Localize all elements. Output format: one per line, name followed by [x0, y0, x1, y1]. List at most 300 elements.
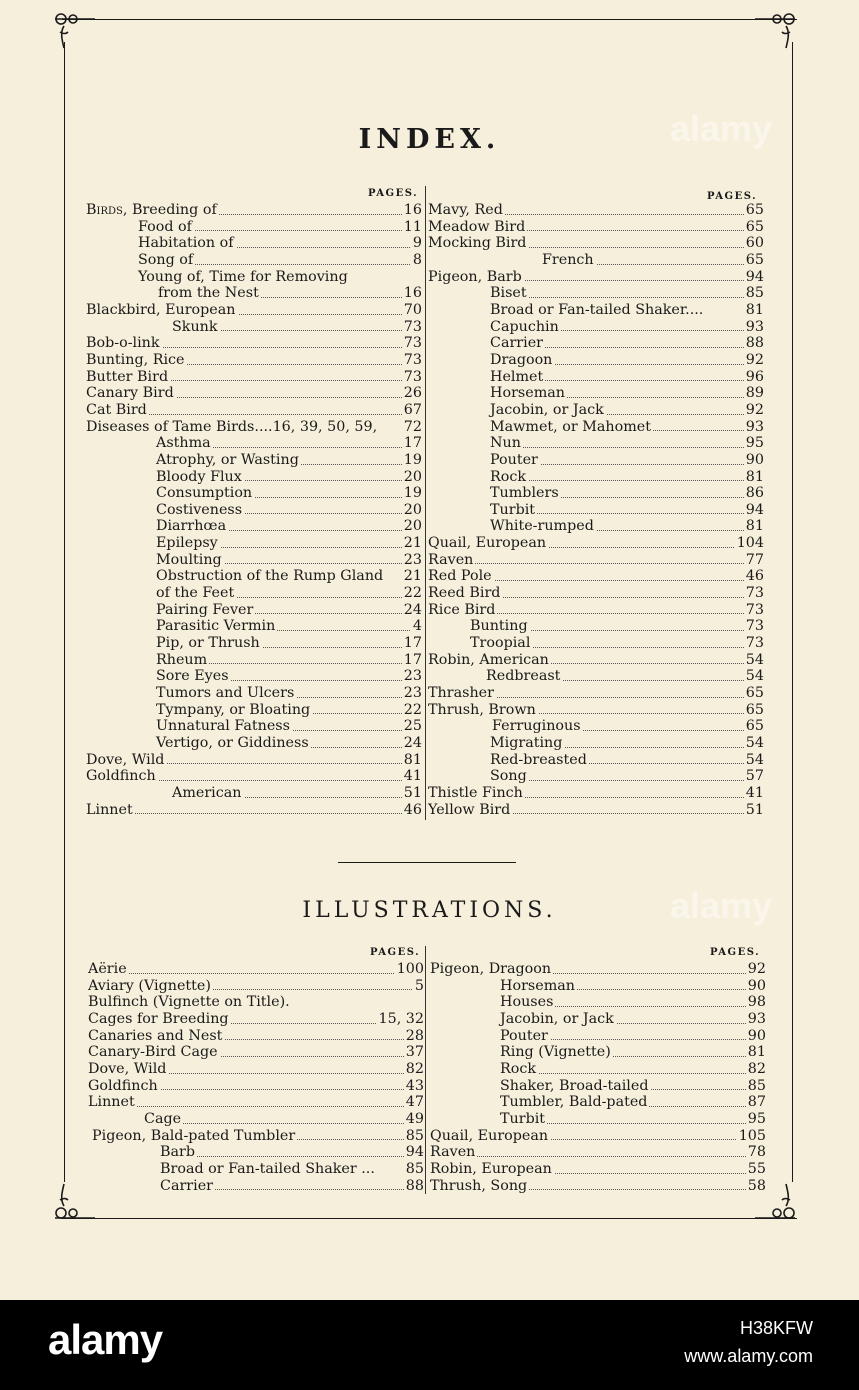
- illustrations-left-column: [88, 961, 424, 1194]
- column-divider: [425, 186, 426, 820]
- entry-label: Aviary (Vignette): [88, 977, 211, 994]
- column-divider: [425, 946, 426, 1194]
- entry-label: Rock: [500, 1060, 537, 1077]
- entry-label: Ferruginous: [492, 718, 581, 735]
- index-entry: [428, 235, 764, 252]
- entry-page: 100: [396, 961, 424, 977]
- index-entry: [428, 618, 764, 635]
- index-entry: [88, 1128, 424, 1145]
- index-entry: [428, 452, 764, 469]
- entry-page: 90: [747, 1027, 766, 1044]
- index-entry: [86, 302, 422, 319]
- entry-page: 23: [403, 551, 422, 568]
- entry-label: Aërie: [88, 961, 127, 977]
- entry-page: 65: [745, 202, 764, 218]
- index-entry: [428, 302, 764, 319]
- pages-label: PAGES.: [370, 947, 421, 958]
- index-entry: [88, 1111, 424, 1128]
- index-entry: [428, 335, 764, 352]
- entry-page: 8: [412, 251, 422, 268]
- entry-label: Carrier: [490, 335, 543, 352]
- index-right-column: [428, 202, 764, 818]
- entry-page: 92: [745, 401, 764, 418]
- index-entry: [428, 269, 764, 286]
- entry-label: Horseman: [490, 385, 565, 402]
- entry-page: 104: [736, 535, 764, 552]
- index-entry: [428, 785, 764, 802]
- site-url: www.alamy.com: [684, 1346, 813, 1366]
- entry-page: 65: [745, 685, 764, 702]
- alamy-logo: alamy: [48, 1316, 163, 1363]
- index-entry: [86, 319, 422, 336]
- index-entry: [88, 961, 424, 978]
- entry-page: 65: [745, 218, 764, 235]
- index-entry: [86, 802, 422, 819]
- index-entry: [428, 552, 764, 569]
- entry-label: Atrophy, or Wasting: [156, 451, 299, 468]
- index-entry: [428, 685, 764, 702]
- entry-label: Pouter: [500, 1027, 548, 1044]
- index-entry: [428, 602, 764, 619]
- index-entry: [428, 435, 764, 452]
- index-entry: [428, 319, 764, 336]
- entry-label: Cage: [144, 1110, 182, 1127]
- index-entry: [88, 1011, 424, 1028]
- index-entry: [428, 402, 764, 419]
- index-entry: [428, 668, 764, 685]
- entry-page: 11: [403, 218, 422, 235]
- entry-page: 17: [403, 435, 422, 452]
- corner-ornament-icon: [752, 8, 798, 54]
- index-entry: [430, 1078, 766, 1095]
- index-entry: [428, 252, 764, 269]
- entry-label: Bloody Flux: [156, 468, 242, 485]
- index-entry: [86, 435, 422, 452]
- index-entry: [86, 352, 422, 369]
- entry-page: 37: [405, 1044, 424, 1061]
- index-entry: [86, 768, 422, 785]
- entry-label: Goldfinch: [88, 1077, 158, 1094]
- entry-label: Pigeon, Bald-pated Tumbler: [92, 1127, 296, 1144]
- index-entry: [88, 994, 424, 1011]
- entry-label: Vertigo, or Giddiness: [156, 735, 309, 751]
- index-entry: [86, 718, 422, 735]
- entry-label: Costiveness: [156, 501, 243, 518]
- index-entry: [86, 269, 422, 286]
- index-entry: [86, 585, 422, 602]
- index-entry: [428, 768, 764, 785]
- entry-label: Butter Bird: [86, 368, 169, 385]
- entry-label: Obstruction of the Rump Gland: [156, 568, 384, 585]
- entry-label: Houses: [500, 994, 554, 1011]
- index-entry: [430, 1011, 766, 1028]
- entry-page: 93: [745, 418, 764, 435]
- entry-label: Moulting: [156, 551, 222, 568]
- index-entry: [86, 635, 422, 652]
- index-entry: [428, 485, 764, 502]
- entry-page: 105: [738, 1127, 766, 1144]
- entry-page: 89: [745, 385, 764, 402]
- entry-label: Bulfinch (Vignette on Title).: [88, 994, 290, 1011]
- entry-page: 20: [403, 518, 422, 535]
- frame-top-rule: [62, 19, 797, 20]
- index-entry: [86, 419, 422, 436]
- entry-label: Food of: [138, 218, 192, 235]
- entry-page: 47: [405, 1094, 424, 1111]
- entry-label: Turbit: [490, 501, 536, 518]
- index-entry: [428, 735, 764, 752]
- entry-label: Red-breasted: [490, 751, 587, 768]
- index-left-column: [86, 202, 422, 818]
- entry-page: 73: [403, 368, 422, 385]
- entry-label: Quail, European: [430, 1127, 549, 1144]
- index-entry: [428, 635, 764, 652]
- entry-label: Canary-Bird Cage: [88, 1044, 218, 1061]
- index-entry: [88, 978, 424, 995]
- index-entry: [86, 452, 422, 469]
- entry-page: 94: [745, 268, 764, 285]
- watermark-overlay: alamy: [670, 885, 773, 926]
- index-entry: [428, 369, 764, 386]
- index-entry: [88, 1161, 424, 1178]
- entry-page: 92: [745, 351, 764, 368]
- index-entry: [428, 702, 764, 719]
- entry-page: 85: [405, 1160, 424, 1177]
- entry-label: Diseases of Tame Birds....16, 39, 50, 59,: [86, 418, 378, 435]
- index-entry: [430, 1178, 766, 1195]
- entry-page: 20: [403, 468, 422, 485]
- index-entry: [86, 402, 422, 419]
- index-entry: [86, 552, 422, 569]
- index-entry: [428, 469, 764, 486]
- entry-page: 85: [745, 285, 764, 302]
- index-title: INDEX.: [358, 124, 501, 155]
- entry-page: 43: [405, 1077, 424, 1094]
- entry-label: Cages for Breeding: [88, 1010, 229, 1027]
- entry-label: Troopial: [470, 635, 531, 652]
- entry-label: Red Pole: [428, 568, 492, 585]
- frame-left-rule: [64, 42, 65, 1182]
- entry-label: Raven: [428, 551, 474, 568]
- entry-label: Rheum: [156, 651, 208, 668]
- index-entry: [86, 602, 422, 619]
- index-entry: [86, 668, 422, 685]
- entry-page: 73: [745, 585, 764, 602]
- index-entry: [428, 385, 764, 402]
- entry-page: 94: [405, 1144, 424, 1161]
- index-entry: [86, 385, 422, 402]
- entry-page: 70: [403, 301, 422, 318]
- entry-page: 65: [745, 701, 764, 718]
- entry-label: Thistle Finch: [428, 784, 523, 801]
- index-entry: [428, 568, 764, 585]
- entry-page: 88: [405, 1177, 424, 1194]
- entry-label: Pigeon, Barb: [428, 268, 522, 285]
- index-entry: [86, 735, 422, 752]
- entry-label: Rice Bird: [428, 601, 496, 618]
- entry-page: 55: [747, 1160, 766, 1177]
- entry-page: 73: [403, 318, 422, 335]
- index-entry: [88, 1061, 424, 1078]
- entry-page: 21: [403, 535, 422, 552]
- entry-page: 73: [745, 618, 764, 635]
- index-entry: [428, 518, 764, 535]
- entry-page: 15, 32: [378, 1010, 424, 1027]
- entry-page: 82: [747, 1060, 766, 1077]
- entry-page: 90: [747, 977, 766, 994]
- pages-label: PAGES.: [710, 947, 761, 958]
- entry-label: Jacobin, or Jack: [490, 401, 604, 418]
- index-entry: [88, 1028, 424, 1045]
- entry-label: Migrating: [490, 735, 563, 751]
- index-entry: [428, 585, 764, 602]
- index-entry: [88, 1044, 424, 1061]
- entry-page: 22: [403, 701, 422, 718]
- entry-page: 73: [745, 601, 764, 618]
- entry-label: Jacobin, or Jack: [500, 1010, 614, 1027]
- entry-page: 54: [745, 751, 764, 768]
- image-code: H38KFW: [739, 1318, 813, 1338]
- entry-label: Sore Eyes: [156, 668, 229, 685]
- index-entry: [428, 652, 764, 669]
- index-entry: [428, 502, 764, 519]
- pages-label: PAGES.: [707, 191, 758, 202]
- entry-label: Habitation of: [138, 235, 234, 252]
- entry-page: 41: [745, 784, 764, 801]
- index-entry: [88, 1144, 424, 1161]
- entry-label: Thrasher: [428, 685, 494, 702]
- entry-page: 96: [745, 368, 764, 385]
- entry-label: Blackbird, European: [86, 301, 236, 318]
- entry-label: Shaker, Broad-tailed: [500, 1077, 649, 1094]
- entry-label: Bunting: [470, 618, 528, 635]
- entry-label: Mavy, Red: [428, 202, 503, 218]
- index-entry: [86, 702, 422, 719]
- entry-label: Ring (Vignette): [500, 1044, 611, 1061]
- entry-page: 90: [745, 451, 764, 468]
- entry-label: Pouter: [490, 451, 538, 468]
- entry-label: Consumption: [156, 485, 253, 502]
- index-entry: [430, 1061, 766, 1078]
- entry-page: 73: [745, 635, 764, 652]
- entry-label: White-rumped: [490, 518, 594, 535]
- entry-label: Yellow Bird: [428, 801, 511, 818]
- entry-label: Dove, Wild: [88, 1060, 167, 1077]
- index-entry: [86, 469, 422, 486]
- index-entry: [86, 252, 422, 269]
- index-entry: [86, 369, 422, 386]
- entry-label: Canary Bird: [86, 385, 174, 402]
- entry-page: 19: [403, 451, 422, 468]
- entry-page: 24: [403, 735, 422, 751]
- entry-page: 73: [403, 351, 422, 368]
- entry-label: Thrush, Song: [430, 1177, 528, 1194]
- entry-page: 65: [745, 251, 764, 268]
- index-entry: [430, 1094, 766, 1111]
- entry-label: American: [172, 784, 242, 801]
- index-entry: [86, 518, 422, 535]
- entry-page: 82: [405, 1060, 424, 1077]
- index-entry: [428, 752, 764, 769]
- entry-label: Song of: [138, 251, 194, 268]
- entry-label: Parasitic Vermin: [156, 618, 276, 635]
- entry-page: 54: [745, 651, 764, 668]
- entry-page: 93: [745, 318, 764, 335]
- entry-page: 88: [745, 335, 764, 352]
- entry-label: Bob-o-link: [86, 335, 160, 352]
- entry-label: Broad or Fan-tailed Shaker....: [490, 301, 704, 318]
- corner-ornament-icon: [52, 8, 98, 54]
- entry-label: Quail, European: [428, 535, 547, 552]
- entry-label: Linnet: [86, 801, 133, 818]
- section-divider: [338, 862, 516, 863]
- entry-label: Tumblers: [490, 485, 559, 502]
- entry-page: 73: [403, 335, 422, 352]
- index-entry: [430, 994, 766, 1011]
- entry-page: 54: [745, 735, 764, 751]
- entry-page: 41: [403, 768, 422, 785]
- entry-page: 85: [747, 1077, 766, 1094]
- entry-page: 54: [745, 668, 764, 685]
- entry-label: Unnatural Fatness: [156, 718, 290, 735]
- entry-page: 16: [403, 202, 422, 218]
- entry-page: 26: [403, 385, 422, 402]
- entry-page: 81: [745, 518, 764, 535]
- index-entry: [86, 485, 422, 502]
- index-entry: [430, 1144, 766, 1161]
- entry-page: 95: [747, 1110, 766, 1127]
- entry-page: 28: [405, 1027, 424, 1044]
- entry-page: 94: [745, 501, 764, 518]
- entry-page: 65: [745, 718, 764, 735]
- entry-label: French: [542, 251, 594, 268]
- index-entry: [430, 978, 766, 995]
- index-entry: [430, 1044, 766, 1061]
- entry-page: 22: [403, 585, 422, 602]
- index-entry: [428, 802, 764, 819]
- entry-label: Robin, American: [428, 651, 549, 668]
- entry-page: 9: [412, 235, 422, 252]
- index-entry: [88, 1078, 424, 1095]
- entry-label: Asthma: [156, 435, 211, 452]
- entry-page: 67: [403, 401, 422, 418]
- index-entry: [86, 652, 422, 669]
- entry-page: 72: [403, 418, 422, 435]
- entry-label: from the Nest: [158, 285, 259, 302]
- entry-page: 60: [745, 235, 764, 252]
- entry-page: 25: [403, 718, 422, 735]
- entry-page: 51: [745, 801, 764, 818]
- entry-page: 51: [403, 784, 422, 801]
- entry-label: Carrier: [160, 1177, 213, 1194]
- index-entry: [86, 752, 422, 769]
- index-entry: [430, 1028, 766, 1045]
- index-entry: [86, 335, 422, 352]
- entry-label: Goldfinch: [86, 768, 156, 785]
- entry-page: 17: [403, 651, 422, 668]
- entry-page: 24: [403, 601, 422, 618]
- entry-label: Tympany, or Bloating: [156, 701, 311, 718]
- entry-page: 78: [747, 1144, 766, 1161]
- frame-bottom-rule: [62, 1218, 797, 1219]
- index-entry: [428, 718, 764, 735]
- entry-label: Pip, or Thrush: [156, 635, 260, 652]
- entry-label: Capuchin: [490, 318, 559, 335]
- index-entry: [86, 502, 422, 519]
- index-entry: [86, 685, 422, 702]
- entry-label: Turbit: [500, 1110, 546, 1127]
- index-entry: [86, 785, 422, 802]
- index-entry: [430, 1161, 766, 1178]
- entry-label: Nun: [490, 435, 521, 452]
- entry-label: Dove, Wild: [86, 751, 165, 768]
- entry-label: Pigeon, Dragoon: [430, 961, 552, 977]
- entry-page: 81: [403, 751, 422, 768]
- entry-page: 95: [745, 435, 764, 452]
- entry-page: 46: [403, 801, 422, 818]
- index-entry: [428, 419, 764, 436]
- entry-page: 4: [412, 618, 422, 635]
- index-entry: [428, 285, 764, 302]
- entry-label: of the Feet: [156, 585, 235, 602]
- entry-page: 46: [745, 568, 764, 585]
- entry-page: 58: [747, 1177, 766, 1194]
- entry-page: 81: [747, 1044, 766, 1061]
- entry-page: 49: [405, 1110, 424, 1127]
- entry-label: Raven: [430, 1144, 476, 1161]
- entry-label: Broad or Fan-tailed Shaker ...: [160, 1160, 375, 1177]
- entry-page: 87: [747, 1094, 766, 1111]
- entry-label: Canaries and Nest: [88, 1027, 223, 1044]
- entry-label: Dragoon: [490, 351, 553, 368]
- entry-label: Barb: [160, 1144, 196, 1161]
- entry-label: Tumors and Ulcers: [156, 685, 295, 702]
- entry-page: 21: [403, 568, 422, 585]
- illustrations-title: ILLUSTRATIONS.: [302, 898, 557, 923]
- entry-label: Diarrhœa: [156, 518, 227, 535]
- index-entry: [430, 961, 766, 978]
- index-entry: [86, 235, 422, 252]
- index-entry: [86, 568, 422, 585]
- index-entry: [86, 285, 422, 302]
- index-entry: [86, 219, 422, 236]
- index-entry: [428, 352, 764, 369]
- index-entry: [86, 618, 422, 635]
- entry-page: 81: [745, 468, 764, 485]
- entry-label: Thrush, Brown: [428, 701, 536, 718]
- entry-page: 16: [403, 285, 422, 302]
- entry-page: 86: [745, 485, 764, 502]
- entry-label: Horseman: [500, 977, 575, 994]
- entry-label: Reed Bird: [428, 585, 501, 602]
- entry-page: 85: [405, 1127, 424, 1144]
- index-entry: [88, 1178, 424, 1195]
- entry-label: Song: [490, 768, 527, 785]
- pages-label: PAGES.: [368, 188, 419, 199]
- index-entry: [430, 1128, 766, 1145]
- index-entry: [86, 535, 422, 552]
- frame-right-rule: [792, 42, 793, 1182]
- entry-label: Robin, European: [430, 1160, 552, 1177]
- watermark-overlay: alamy: [670, 108, 773, 149]
- entry-page: 23: [403, 668, 422, 685]
- entry-label: Biset: [490, 285, 527, 302]
- index-entry: [430, 1111, 766, 1128]
- entry-label: Meadow Bird: [428, 218, 526, 235]
- entry-label: Helmet: [490, 368, 544, 385]
- entry-label: Young of, Time for Removing: [138, 268, 348, 285]
- index-entry: [428, 202, 764, 219]
